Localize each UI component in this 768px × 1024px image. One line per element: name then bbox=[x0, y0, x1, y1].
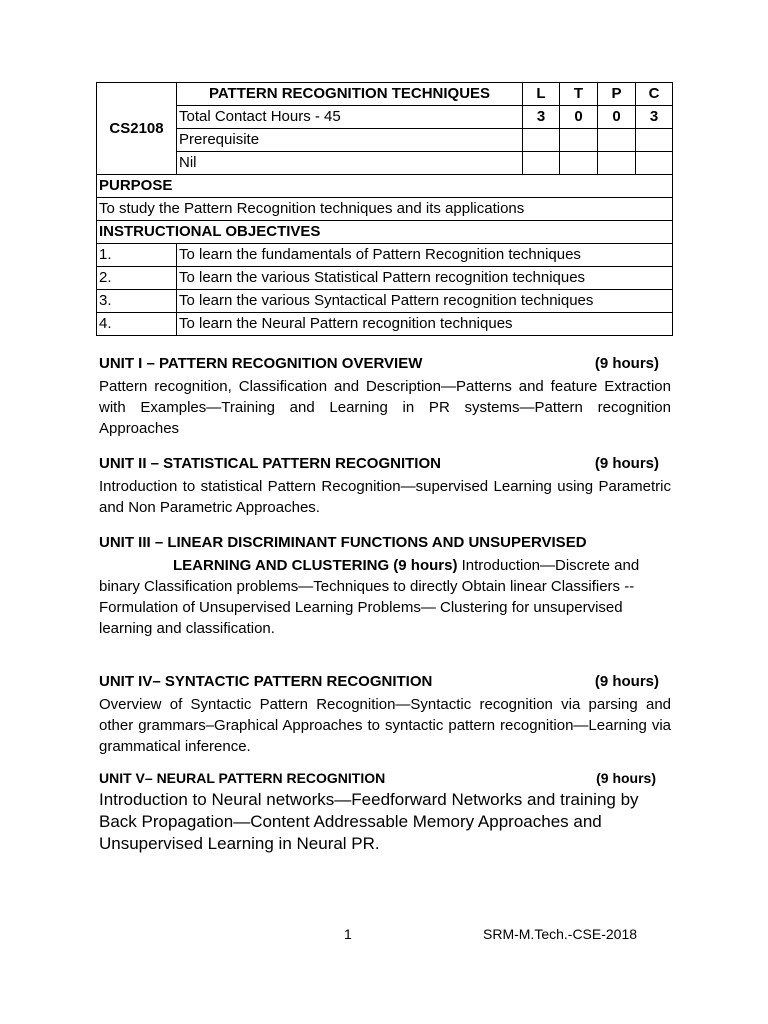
objective-row bbox=[97, 313, 673, 336]
ltpc-value-p: 0 bbox=[598, 106, 636, 129]
prerequisite-value-row bbox=[97, 152, 673, 175]
unit-1-body: Pattern recognition, Classification and Description—Patterns and feature Extraction with Examples—Training and Learning in PR systems—Pattern recognition Approaches bbox=[99, 378, 671, 437]
objective-text: To learn the various Statistical Pattern recognition techniques bbox=[177, 267, 673, 290]
unit-5-heading bbox=[99, 770, 656, 786]
unit-4-hours: (9 hours) bbox=[594, 673, 659, 690]
objective-number: 3. bbox=[97, 290, 177, 313]
objective-text: To learn the fundamentals of Pattern Recognition techniques bbox=[177, 244, 673, 267]
contact-hours: Total Contact Hours - 45 bbox=[177, 106, 523, 129]
unit-3-body-inline: Introduction—Discrete and bbox=[457, 557, 640, 574]
unit-2-body: Introduction to statistical Pattern Recognition—supervised Learning using Parametric and Non Parametric Approaches. bbox=[99, 478, 671, 516]
objective-number: 1. bbox=[97, 244, 177, 267]
unit-5-body: Introduction to Neural networks—Feedforward Networks and training by Back Propagation—Content Addressable Memory Approaches and Unsupervised Learning in Neural PR. bbox=[99, 790, 639, 853]
prerequisite-label-row bbox=[97, 129, 673, 152]
unit-5-hours: (9 hours) bbox=[596, 770, 656, 786]
unit-3-heading-line2 bbox=[173, 555, 673, 576]
ltpc-value-l: 3 bbox=[523, 106, 560, 129]
ltpc-header-p: P bbox=[598, 83, 636, 106]
objective-row bbox=[97, 244, 673, 267]
purpose-text: To study the Pattern Recognition techniques and its applications bbox=[97, 198, 673, 221]
contact-hours-row bbox=[97, 106, 673, 129]
unit-4-heading bbox=[99, 673, 659, 690]
unit-2-title: UNIT II – STATISTICAL PATTERN RECOGNITION bbox=[99, 455, 441, 472]
document-reference: SRM-M.Tech.-CSE-2018 bbox=[483, 926, 638, 942]
objective-row bbox=[97, 267, 673, 290]
objective-number: 4. bbox=[97, 313, 177, 336]
unit-3-heading bbox=[99, 534, 659, 551]
ltpc-header-t: T bbox=[560, 83, 598, 106]
purpose-heading: PURPOSE bbox=[97, 175, 673, 198]
unit-1-title: UNIT I – PATTERN RECOGNITION OVERVIEW bbox=[99, 355, 423, 372]
course-table bbox=[96, 82, 673, 336]
unit-2-heading bbox=[99, 455, 659, 472]
ltpc-header-l: L bbox=[523, 83, 560, 106]
objective-text: To learn the Neural Pattern recognition techniques bbox=[177, 313, 673, 336]
ltpc-header-c: C bbox=[636, 83, 673, 106]
ltpc-value-c: 3 bbox=[636, 106, 673, 129]
course-title: PATTERN RECOGNITION TECHNIQUES bbox=[177, 83, 523, 106]
objective-row bbox=[97, 290, 673, 313]
unit-2-hours: (9 hours) bbox=[594, 455, 659, 472]
prerequisite-value: Nil bbox=[177, 152, 523, 175]
objective-text: To learn the various Syntactical Pattern recognition techniques bbox=[177, 290, 673, 313]
ltpc-value-t: 0 bbox=[560, 106, 598, 129]
prerequisite-label: Prerequisite bbox=[177, 129, 523, 152]
unit-3-title-line2: LEARNING AND CLUSTERING (9 hours) bbox=[173, 557, 458, 574]
course-code: CS2108 bbox=[97, 83, 177, 175]
objectives-heading-row bbox=[97, 221, 673, 244]
unit-1-hours: (9 hours) bbox=[594, 355, 659, 372]
unit-3-body: binary Classification problems—Techniques to directly Obtain linear Classifiers -- Formulation of Unsupervised Learning Problems— Clustering for unsupervised learning and classification. bbox=[99, 578, 635, 637]
purpose-heading-row bbox=[97, 175, 673, 198]
objectives-heading: INSTRUCTIONAL OBJECTIVES bbox=[97, 221, 673, 244]
unit-4-body: Overview of Syntactic Pattern Recognition—Syntactic recognition via parsing and other grammars–Graphical Approaches to syntactic pattern recognition—Learning via grammatical inference. bbox=[99, 696, 671, 755]
purpose-text-row bbox=[97, 198, 673, 221]
unit-1-heading bbox=[99, 355, 659, 372]
page-number: 1 bbox=[344, 926, 352, 942]
unit-3-title: UNIT III – LINEAR DISCRIMINANT FUNCTIONS AND UNSUPERVISED bbox=[99, 534, 587, 551]
course-title-row bbox=[97, 83, 673, 106]
unit-4-title: UNIT IV– SYNTACTIC PATTERN RECOGNITION bbox=[99, 673, 433, 690]
objective-number: 2. bbox=[97, 267, 177, 290]
unit-5-title: UNIT V– NEURAL PATTERN RECOGNITION bbox=[99, 770, 386, 786]
